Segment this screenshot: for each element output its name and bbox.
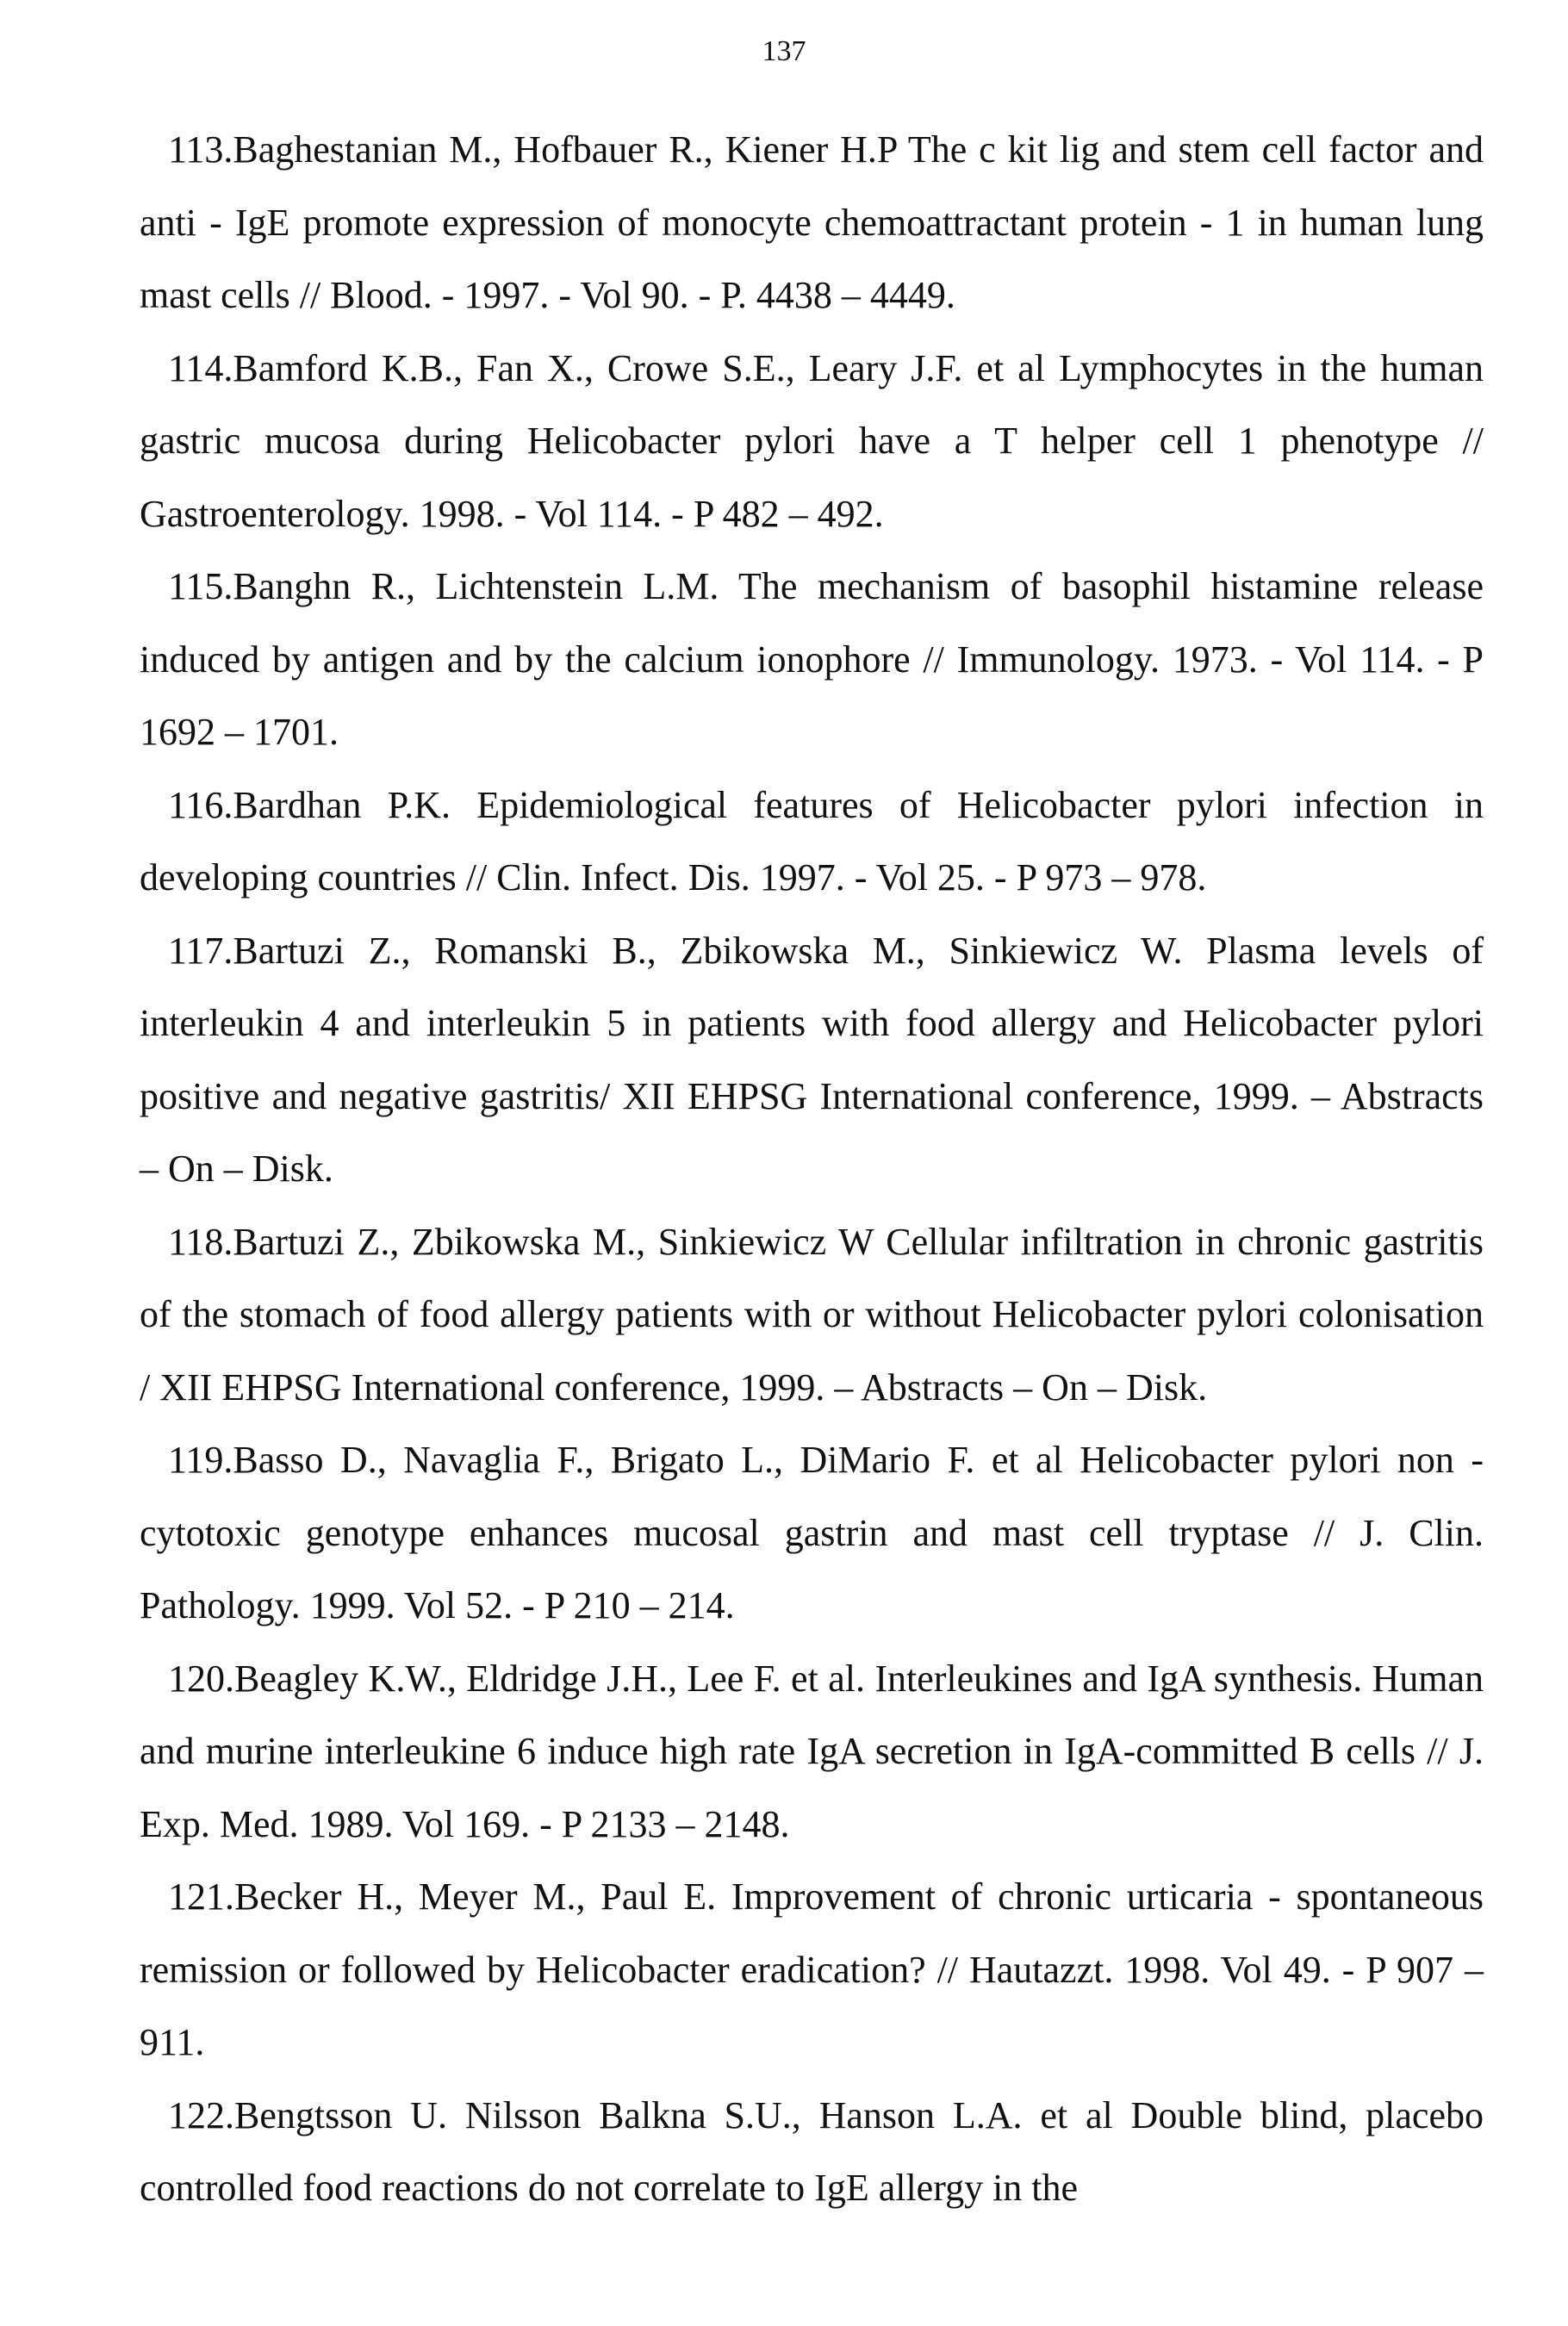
- reference-item: [140, 1643, 1484, 1862]
- reference-text: Baghestanian M., Hofbauer R., Kiener H.P The c kit lig and stem cell factor and anti - IgE promote expression of monocyte chemoattractant protein - 1 in human lung mast cells // Blood. - 1997. - Vol 90. - P. 4438 – 4449.: [140, 128, 1484, 316]
- reference-text: Bamford K.B., Fan X., Crowe S.E., Leary J.F. et al Lymphocytes in the human gastric mucosa during Helicobacter pylori have a T helper cell 1 phenotype // Gastroenterology. 1998. - Vol 114. - P 482 – 492.: [140, 346, 1484, 535]
- reference-item: [140, 2080, 1484, 2225]
- reference-number: 118.: [168, 1220, 233, 1263]
- reference-number: 117.: [168, 929, 233, 972]
- reference-number: 122.: [168, 2093, 234, 2136]
- reference-item: [140, 114, 1484, 333]
- reference-text: Bengtsson U. Nilsson Balkna S.U., Hanson L.A. et al Double blind, placebo controlled food reactions do not correlate to IgE allergy in the: [140, 2093, 1484, 2209]
- reference-text: Basso D., Navaglia F., Brigato L., DiMario F. et al Helicobacter pylori non - cytotoxic genotype enhances mucosal gastrin and mast cell tryptase // J. Clin. Pathology. 1999. Vol 52. - P 210 – 214.: [140, 1439, 1484, 1626]
- reference-list: [140, 114, 1484, 2225]
- reference-number: 119.: [168, 1439, 233, 1481]
- reference-text: Beagley K.W., Eldridge J.H., Lee F. et al. Interleukines and IgA synthesis. Human and murine interleukine 6 induce high rate IgA secretion in IgA-committed B cells // J. Exp. Med. 1989. Vol 169. - P 2133 – 2148.: [140, 1657, 1484, 1845]
- reference-item: [140, 1206, 1484, 1425]
- reference-item: [140, 769, 1484, 915]
- reference-number: 120.: [168, 1657, 234, 1700]
- reference-text: Bardhan P.K. Epidemiological features of Helicobacter pylori infection in developing countries // Clin. Infect. Dis. 1997. - Vol 25. - P 973 – 978.: [140, 783, 1484, 899]
- reference-number: 113.: [168, 128, 233, 171]
- reference-item: [140, 333, 1484, 551]
- page-number: 137: [762, 35, 806, 67]
- reference-number: 115.: [168, 565, 233, 607]
- reference-number: 116.: [168, 783, 233, 826]
- reference-text: Bartuzi Z., Romanski B., Zbikowska M., Sinkiewicz W. Plasma levels of interleukin 4 and interleukin 5 in patients with food allergy and Helicobacter pylori positive and negative gastritis/ XII EHPSG International conference, 1999. – Abstracts – On – Disk.: [140, 929, 1484, 1190]
- reference-text: Banghn R., Lichtenstein L.M. The mechanism of basophil histamine release induced by antigen and by the calcium ionophore // Immunology. 1973. - Vol 114. - P 1692 – 1701.: [140, 565, 1484, 753]
- reference-text: Bartuzi Z., Zbikowska M., Sinkiewicz W Cellular infiltration in chronic gastritis of the stomach of food allergy patients with or without Helicobacter pylori colonisation / XII EHPSG International conference, 1999. – Abstracts – On – Disk.: [140, 1220, 1484, 1409]
- reference-item: [140, 1861, 1484, 2080]
- reference-item: [140, 915, 1484, 1206]
- reference-text: Becker H., Meyer M., Paul E. Improvement of chronic urticaria - spontaneous remission or followed by Helicobacter eradication? // Hautazzt. 1998. Vol 49. - P 907 – 911.: [140, 1875, 1484, 2063]
- reference-item: [140, 1424, 1484, 1643]
- reference-number: 121.: [168, 1875, 234, 1918]
- reference-number: 114.: [168, 346, 233, 389]
- reference-item: [140, 550, 1484, 769]
